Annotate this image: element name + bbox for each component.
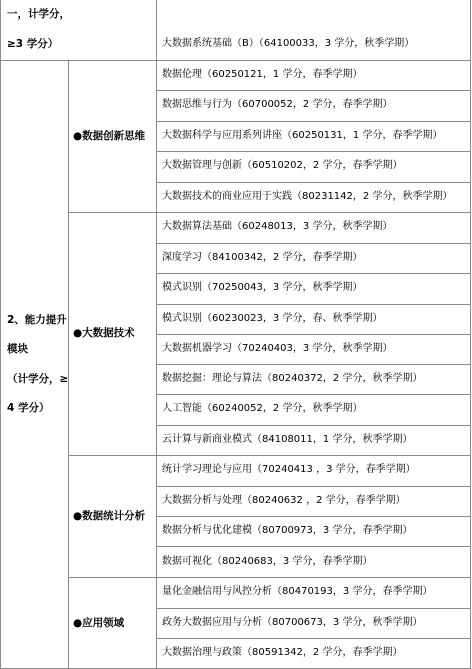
course-item: 大数据算法基础（60248013，3 学分，秋季学期） (162, 221, 393, 232)
course-item: 统计学习理论与应用（70240413 ，3 学分，春季学期） (162, 464, 416, 475)
row-separator (156, 273, 471, 274)
course-item: 模式识别（70250043，3 学分，秋季学期） (162, 282, 363, 293)
row-separator (156, 425, 471, 426)
top-module-course: 大数据系统基础（B）（64100033，3 学分，秋季学期） (162, 38, 415, 49)
row-separator (156, 90, 471, 91)
course-item: 模式识别（60230023，3 学分，春、秋季学期） (162, 313, 383, 324)
module2-label-line2: 模块 (7, 343, 28, 355)
row-separator (156, 243, 471, 244)
course-item: 政务大数据应用与分析（80700673，3 学分，秋季学期） (162, 617, 423, 628)
course-item: 云计算与新商业模式（84108011，1 学分，秋季学期） (162, 434, 413, 445)
course-item: 数据挖掘：理论与算法（80240372，2 学分，秋季学期） (162, 373, 423, 384)
row-separator (156, 121, 471, 122)
course-item: 深度学习（84100342，2 学分，春季学期） (162, 252, 363, 263)
course-item: 大数据治理与政策（80591342，2 学分，春季学期） (162, 647, 403, 658)
course-item: 量化金融信用与风控分析（80470193，3 学分，春季学期） (162, 586, 433, 597)
module2-label-line1: 2、能力提升 (7, 314, 67, 326)
group-separator-1 (68, 212, 471, 213)
course-item: 大数据技术的商业应用于实践（80231142，2 学分，秋季学期） (162, 191, 453, 202)
group-name-big-data-tech: ●大数据技术 (73, 327, 135, 339)
row-separator (156, 546, 471, 547)
top-module-label-line2: ≥3 学分） (7, 38, 59, 50)
course-item: 人工智能（60240052，2 学分，秋季学期） (162, 403, 363, 414)
row-separator (156, 151, 471, 152)
course-item: 数据伦理（60250121，1 学分，春季学期） (162, 69, 363, 80)
row-separator (156, 608, 471, 609)
course-item: 大数据分析与处理（80240632 ，2 学分，春季学期） (162, 495, 406, 506)
course-item: 数据可视化（80240683，3 学分，春季学期） (162, 556, 373, 567)
group-name-data-innovation: ●数据创新思维 (73, 130, 146, 142)
row-separator (156, 364, 471, 365)
course-item: 数据思维与行为（60700052，2 学分，春季学期） (162, 99, 393, 110)
module-separator (0, 60, 471, 61)
module2-label-line4: 4 学分） (7, 402, 50, 414)
course-item: 大数据管理与创新（60510202，2 学分，春季学期） (162, 160, 403, 171)
table-border-left (0, 0, 1, 669)
group-separator-2 (68, 455, 471, 456)
row-separator (156, 182, 471, 183)
course-item: 大数据科学与应用系列讲座（60250131，1 学分，春季学期） (162, 130, 443, 141)
group-separator-3 (68, 577, 471, 578)
row-separator (156, 638, 471, 639)
row-separator (156, 516, 471, 517)
module2-label-line3: （计学分，≥ (7, 373, 69, 385)
row-separator (156, 334, 471, 335)
group-name-application: ●应用领域 (73, 617, 125, 629)
group-name-statistics: ●数据统计分析 (73, 510, 146, 522)
row-separator (156, 486, 471, 487)
top-module-label-line1: 一，计学分， (7, 8, 70, 20)
row-separator (156, 304, 471, 305)
course-item: 数据分析与优化建模（80700973，3 学分，春季学期） (162, 525, 413, 536)
course-item: 大数据机器学习（70240403，3 学分，秋季学期） (162, 343, 393, 354)
row-separator (156, 394, 471, 395)
